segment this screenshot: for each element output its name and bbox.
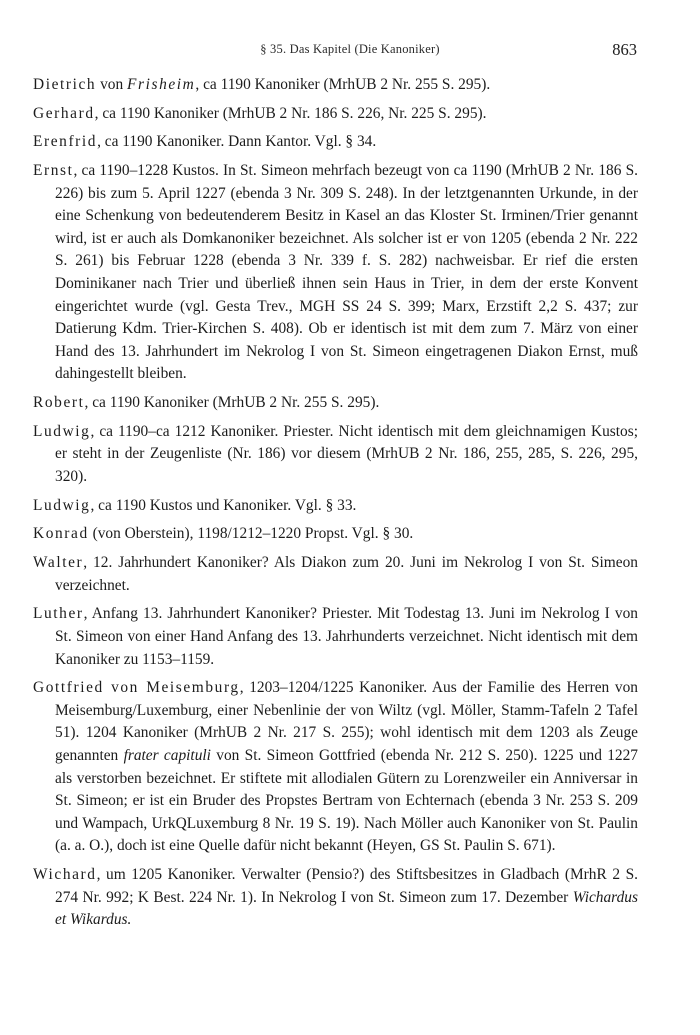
entry-text: , ca 1190 Kanoniker (MrhUB 2 Nr. 255 S. 295).	[84, 394, 380, 412]
entry-name: Gottfried von Meisemburg	[33, 679, 240, 697]
entry-name: Wichard	[33, 866, 97, 884]
entry-name: Erenfrid	[33, 133, 98, 151]
entry-name: Luther	[33, 605, 84, 623]
entry-text: , ca 1190 Kustos und Kanoniker. Vgl. § 33.	[90, 496, 357, 514]
running-head	[0, 40, 700, 64]
entry-place: Frisheim	[127, 76, 196, 93]
entry-italic-phrase: Wichardus et Wikardus.	[55, 888, 638, 929]
entry-name: Konrad	[33, 525, 89, 543]
entry-name: Dietrich	[33, 76, 97, 93]
entry-text: (von Oberstein), 1198/1212–1220 Propst. Vgl. § 30.	[88, 525, 414, 543]
entry-text: , Anfang 13. Jahrhundert Kanoniker? Priester. Mit Todestag 13. Juni im Nekrolog I von St. Simeon von einer Hand Anfang des 13. Jahrhunderts verzeichnet. Nicht identisch mit dem Kanoniker zu 1153–1159.	[55, 605, 638, 668]
entry-ludwig-canon	[33, 421, 638, 489]
entry-gerhard	[33, 103, 638, 126]
entry-wichard	[33, 864, 638, 932]
entry-text: , ca 1190 Kanoniker (MrhUB 2 Nr. 186 S. 226, Nr. 225 S. 295).	[94, 104, 487, 122]
entry-text: , ca 1190–ca 1212 Kanoniker. Priester. Nicht identisch mit dem gleichnamigen Kustos; er steht in der Zeugenliste (Nr. 186) vor diesem (MrhUB 2 Nr. 186, 255, 285, S. 226, 295, 320).	[55, 422, 638, 485]
entry-ernst	[33, 160, 638, 386]
entry-name: Gerhard	[33, 104, 95, 122]
entry-text: , 1203–1204/1225 Kanoniker. Aus der Familie des Herren von Meisemburg/Luxemburg, einer Nebenlinie der von Wiltz (vgl. Möller, Stamm-Tafeln 2 Tafel 51). 1204 Kanoniker (MrhUB 2 Nr. 217 S. 255); wohl identisch mit dem 1203 als Zeuge genannten	[55, 679, 638, 764]
canon-entries-list	[33, 74, 638, 938]
entry-text: , um 1205 Kanoniker. Verwalter (Pensio?) des Stiftsbesitzes in Gladbach (MrhR 2 S. 274 Nr. 992; K Best. 224 Nr. 1). In Nekrolog I von St. Simeon zum 17. Dezember	[55, 866, 638, 906]
entry-text: , 12. Jahrhundert Kanoniker? Als Diakon zum 20. Juni im Nekrolog I von St. Simeon verzeichnet.	[55, 554, 638, 594]
entry-name: Ernst	[33, 162, 74, 180]
entry-name: Walter	[33, 554, 84, 572]
entry-gottfried	[33, 677, 638, 858]
entry-konrad	[33, 523, 638, 546]
entry-italic-phrase: frater capituli	[123, 746, 211, 764]
entry-text: , ca 1190–1228 Kustos. In St. Simeon mehrfach bezeugt von ca 1190 (MrhUB 2 Nr. 186 S. 226) bis zum 5. April 1227 (ebenda 3 Nr. 309 S. 248). In der letztgenannten Urkunde, in der eine Schenkung von bedeutenderem Besitz in Kasel an das Kloster St. Irminen/Trier genannt wird, ist er auch als Domkanoniker bezeichnet. Als solcher ist er von 1205 (ebenda 2 Nr. 222 S. 261) bis Februar 1228 (ebenda 3 Nr. 339 f. S. 282) nachweisbar. Er rief die ersten Dominikaner nach Trier und überließ ihnen sein Haus in Trier, in dem der erste Konvent eingerichtet wurde (vgl. Gesta Trev., MGH SS 24 S. 399; Marx, Erzstift 2,2 S. 437; zur Datierung Kdm. Trier-Kirchen S. 408). Ob er identisch ist mit dem zum 7. März von einer Hand des 13. Jahrhundert im Nekrolog I von St. Simeon eingetragenen Diakon Ernst, muß dahingestellt bleiben.	[55, 162, 638, 383]
entry-name: Ludwig	[33, 496, 91, 514]
entry-robert	[33, 392, 638, 415]
entry-erenfrid	[33, 131, 638, 154]
entry-ludwig-custos	[33, 495, 638, 518]
entry-luther	[33, 603, 638, 671]
running-title: § 35. Das Kapitel (Die Kanoniker)	[260, 42, 440, 56]
entry-text-continued: von St. Simeon Gottfried (ebenda Nr. 212 S. 250). 1225 und 1227 als verstorben bezeichnet. Er stiftete mit allodialen Gütern zu Lorenzweiler ein Anniversar in St. Simeon; er ist ein Bruder des Propstes Bertram von Echternach (ebenda 3 Nr. 253 S. 209 und Wampach, UrkQLuxemburg 8 Nr. 19 S. 19). Nach Möller auch Kanoniker von St. Paulin (a. a. O.), doch ist eine Quelle dafür nicht bekannt (Heyen, GS St. Paulin S. 671).	[55, 746, 638, 855]
entry-text: , ca 1190 Kanoniker (MrhUB 2 Nr. 255 S. 295).	[195, 76, 491, 93]
entry-walter	[33, 552, 638, 597]
entry-dietrich	[33, 74, 638, 97]
entry-name: Robert	[33, 394, 85, 412]
page-number: 863	[612, 40, 637, 59]
entry-name-connector: von	[96, 76, 128, 93]
entry-name: Ludwig	[33, 422, 91, 440]
entry-text: , ca 1190 Kanoniker. Dann Kantor. Vgl. § 34.	[97, 133, 377, 151]
